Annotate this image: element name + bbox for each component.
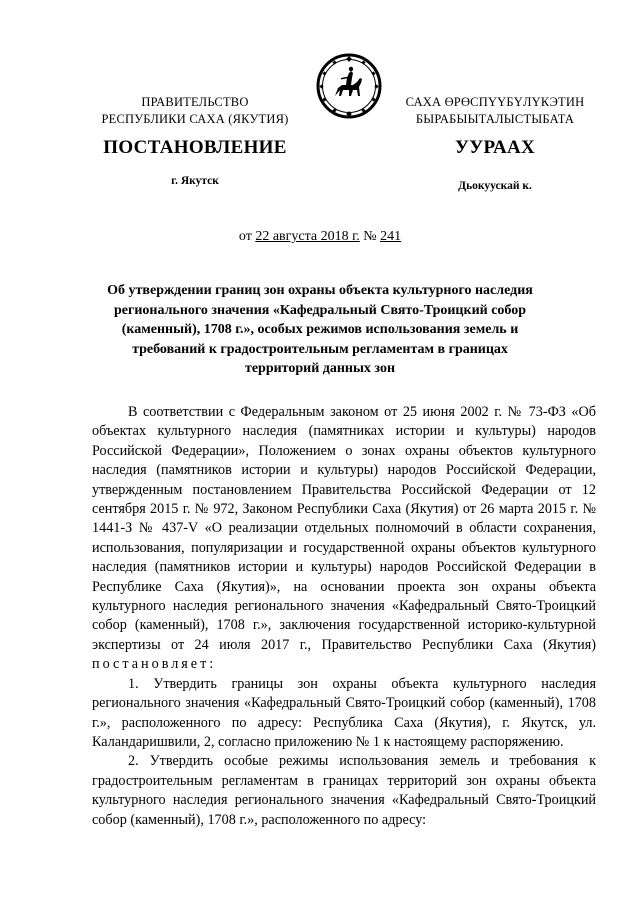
preamble-text: В соответствии с Федеральным законом от 25 июня 2002 г. № 73-ФЗ «Об объектах культурного наследия (памятниках истории и культуры) народов Российской Федерации», Положением о зонах охраны объектов культурного наследия (памятников истории и культуры) народов Российской Федерации, утвержденным постановлением Правительства Российской Федерации от 12 сентября 2015 г. № 972, Законом Республики Саха (Якутия) от 26 марта 2015 г. № 1441-З № 437-V «О реализации отдельных полномочий в области сохранения, использования, популяризации и государственной охраны объектов культурного наследия (памятников истории и культуры) народов Российской Федерации в Республике Саха (Якутия)», на основании проекта зон охраны объекта культурного наследия регионального значения «Кафедральный Свято-Троицкий собор (каменный), 1708 г.», заключения государственной историко-культурной экспертизы от 24 июля 2017 г., Правительство Республики Саха (Якутия) — [92, 404, 596, 653]
document-number: 241 — [380, 229, 402, 244]
coat-of-arms-icon — [315, 52, 383, 120]
document-title: Об утверждении границ зон охраны объекта культурного наследия регионального значения «Кафедральный Свято-Троицкий собор (каменный), 1708 г.», особых режимов использования земель и требований к градостроительным регламентам в границах территорий данных зон — [107, 283, 533, 376]
resolves-word: постановляет: — [92, 656, 217, 673]
paragraph-1: 1. Утвердить границы зон охраны объекта культурного наследия регионального значения «Кафедральный Свято-Троицкий собор (каменный), 1708 г.», расположенного по адресу: Республика Саха (Якутия), г. Якутск, ул. Каландаришвили, 2, согласно приложению № 1 к настоящему распоряжению. — [92, 675, 596, 750]
number-prefix: № — [359, 229, 381, 244]
header-left — [95, 94, 295, 128]
document-body — [92, 403, 596, 830]
doc-type-ru: ПОСТАНОВЛЕНИЕ — [103, 137, 287, 158]
date-prefix: от — [238, 229, 256, 244]
document-date: 22 августа 2018 г. — [255, 229, 360, 244]
header-left-line1: ПРАВИТЕЛЬСТВО — [141, 95, 249, 109]
header-right-line1: САХА ӨРӨСПҮҮБҮЛҮКЭТИН — [405, 95, 585, 109]
city-sakha: Дьокуускай к. — [458, 180, 532, 192]
header-right — [385, 94, 605, 128]
header-right-line2: БЫРАБЫЫТАЛЫСТЫБАТА — [415, 112, 575, 126]
paragraph-2: 2. Утвердить особые режимы использования земель и требования к градостроительным регламентам в границах территорий зон охраны объекта культурного наследия регионального значения «Кафедральный Свято-Троицкий собор (каменный), 1708 г.», расположенного по адресу: — [92, 753, 596, 828]
coat-of-arms-emblem — [315, 52, 383, 120]
city-ru: г. Якутск — [171, 175, 219, 187]
paragraph-preamble — [92, 403, 596, 675]
doc-type-sakha: УУРААХ — [454, 137, 536, 158]
date-line — [0, 229, 640, 245]
header-left-line2: РЕСПУБЛИКИ САХА (ЯКУТИЯ) — [101, 112, 289, 126]
